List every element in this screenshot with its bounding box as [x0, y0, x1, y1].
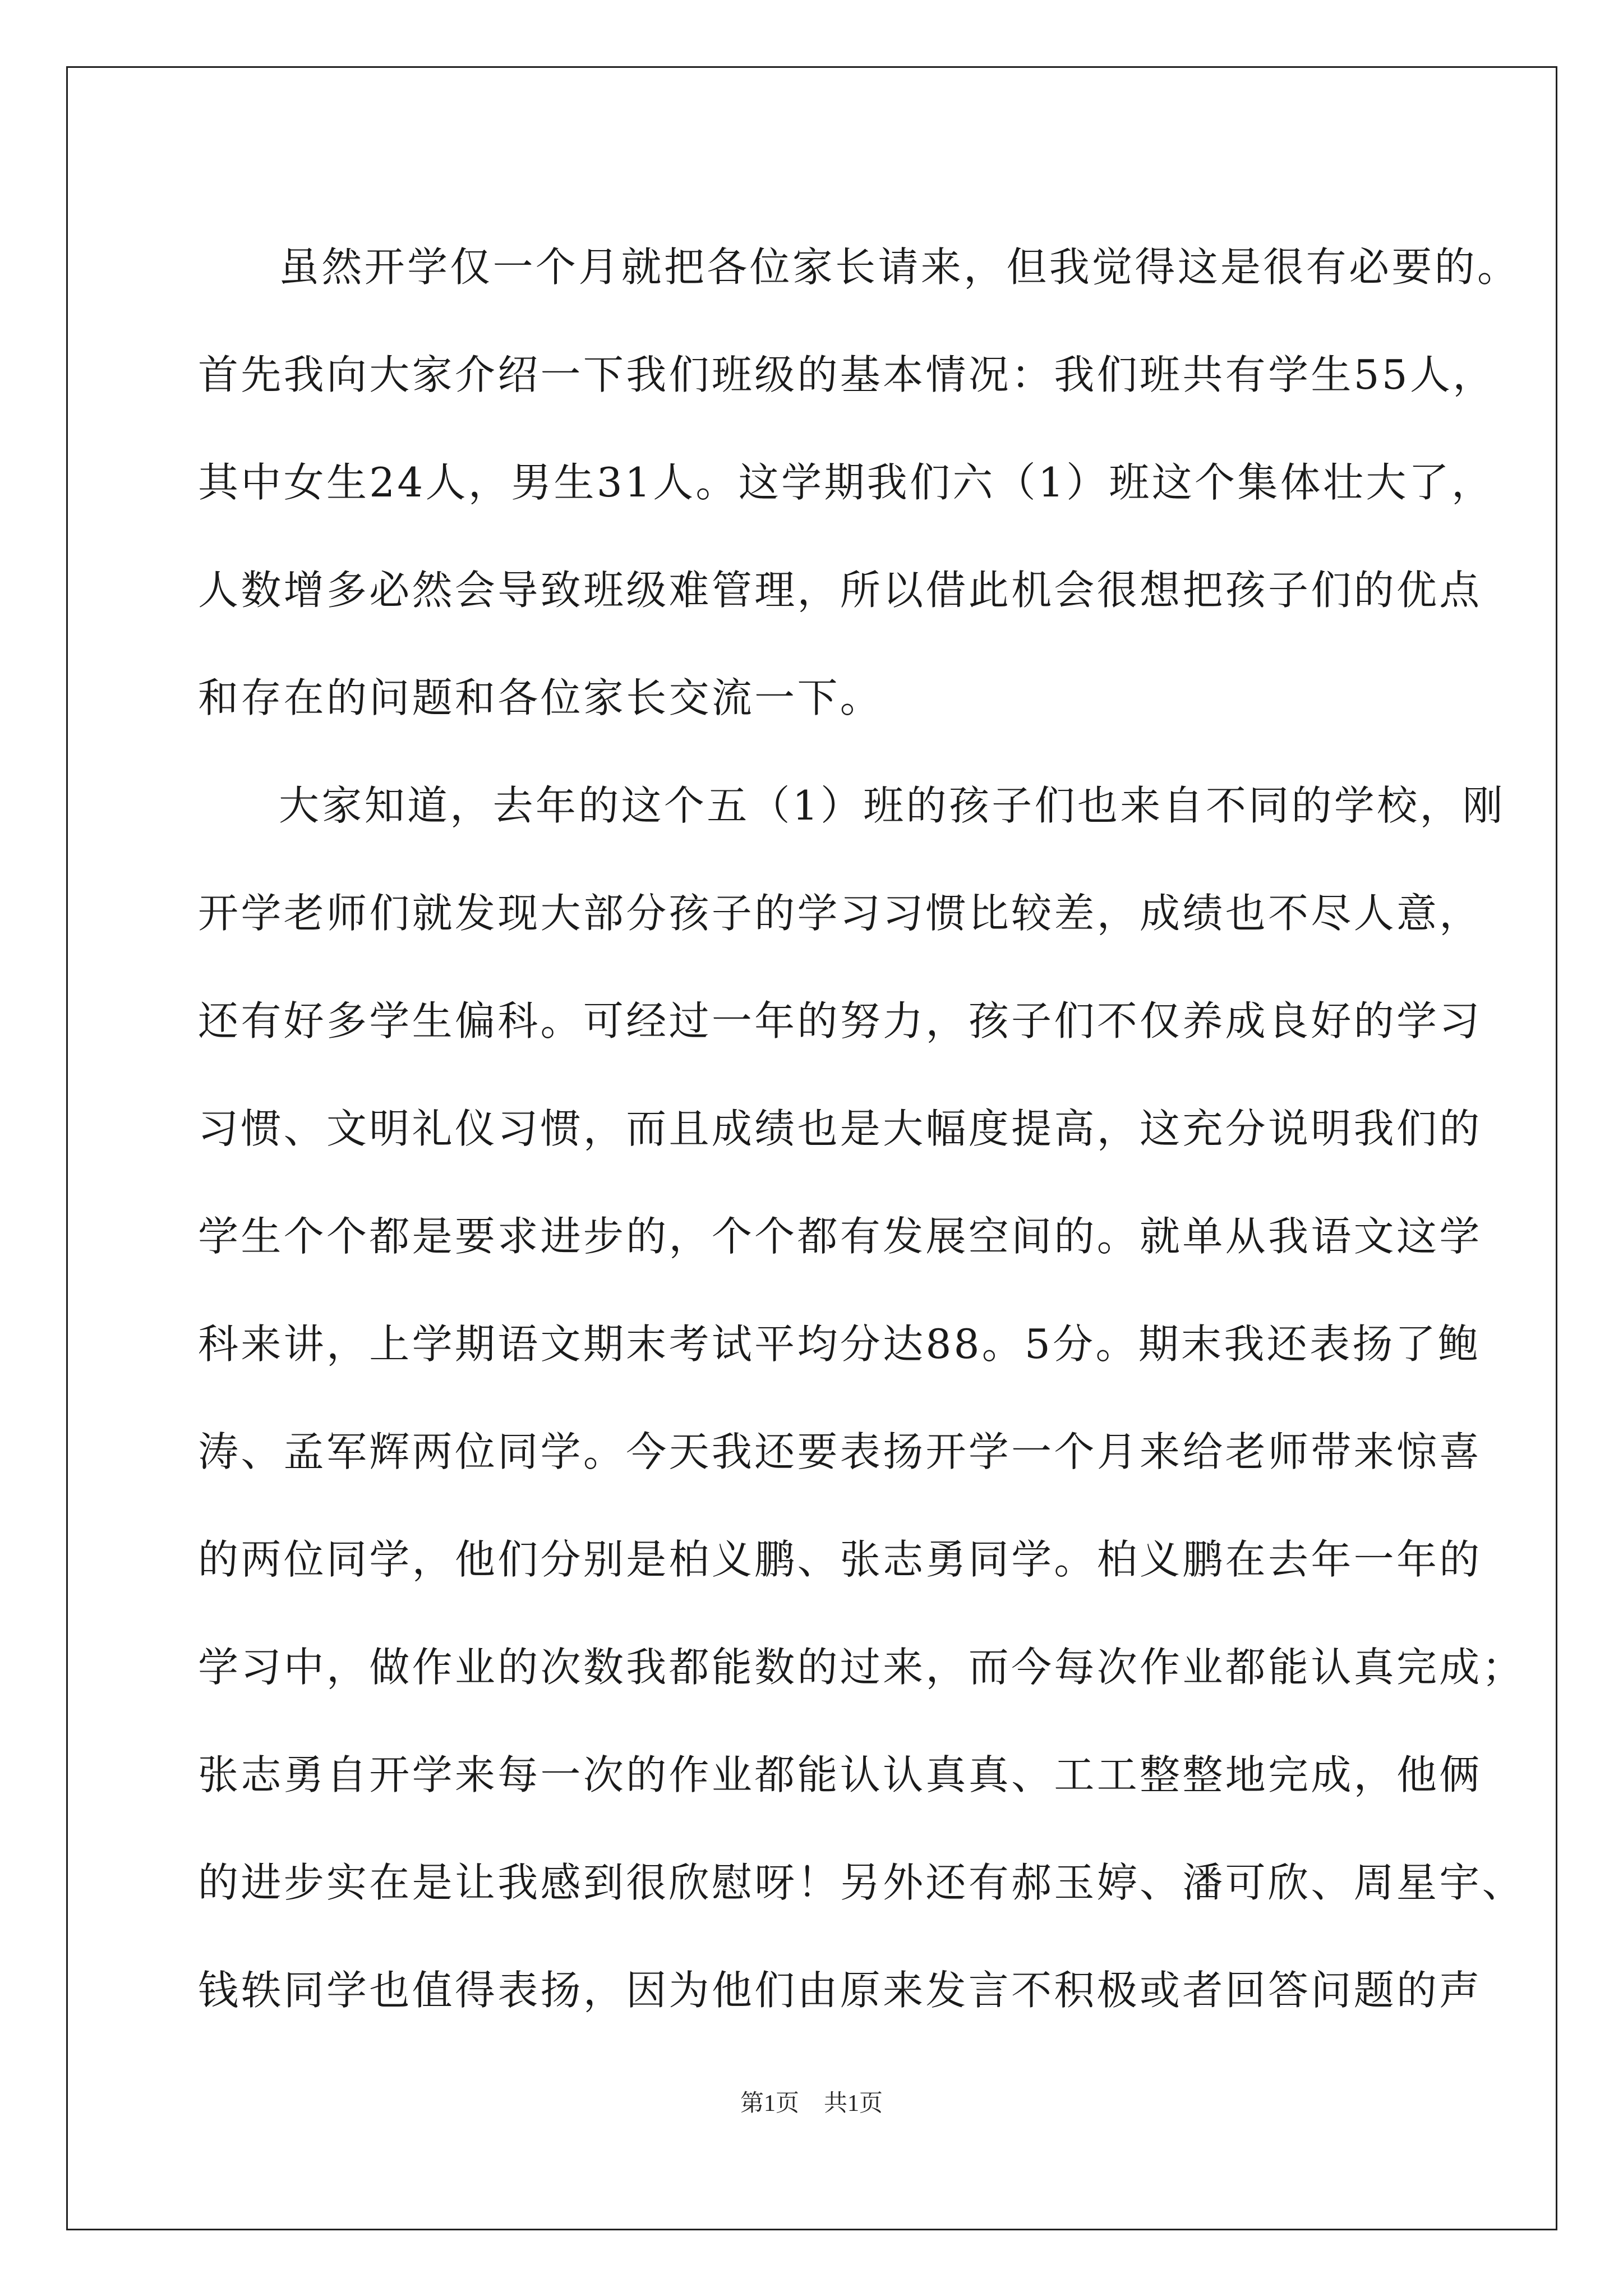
text-line: 张志勇自开学来每一次的作业都能认认真真、工工整整地完成，他俩 [198, 1751, 1482, 1798]
text-line: 首先我向大家介绍一下我们班级的基本情况：我们班共有学生55人， [198, 351, 1496, 398]
text-line: 学生个个都是要求进步的，个个都有发展空间的。就单从我语文这学 [198, 1213, 1482, 1260]
text-line: 其中女生24人，男生31人。这学期我们六（1）班这个集体壮大了， [198, 459, 1495, 506]
text-line: 人数增多必然会导致班级难管理，所以借此机会很想把孩子们的优点 [198, 567, 1482, 614]
text-line: 科来讲，上学期语文期末考试平均分达88。5分。期末我还表扬了鲍 [198, 1320, 1481, 1368]
text-line: 的两位同学，他们分别是柏义鹏、张志勇同学。柏义鹏在去年一年的 [198, 1536, 1482, 1583]
document-body [198, 213, 1525, 2044]
text-line: 还有好多学生偏科。可经过一年的努力，孩子们不仅养成良好的学习 [198, 997, 1482, 1045]
page-number: 第1页 [740, 2091, 799, 2116]
text-line: 大家知道，去年的这个五（1）班的孩子们也来自不同的学校，刚 [279, 782, 1506, 829]
text-line: 的进步实在是让我感到很欣慰呀！另外还有郝玉婷、潘可欣、周星宇、 [198, 1859, 1525, 1906]
page-footer [0, 2087, 1623, 2120]
text-line: 开学老师们就发现大部分孩子的学习习惯比较差，成绩也不尽人意， [198, 890, 1482, 937]
text-line: 和存在的问题和各位家长交流一下。 [198, 674, 883, 721]
text-line: 学习中，做作业的次数我都能数的过来，而今每次作业都能认真完成； [198, 1644, 1525, 1691]
page-total: 共1页 [824, 2091, 883, 2116]
text-line: 钱轶同学也值得表扬，因为他们由原来发言不积极或者回答问题的声 [198, 1967, 1482, 2014]
paragraph-2 [198, 752, 1525, 2044]
text-line: 涛、孟军辉两位同学。今天我还要表扬开学一个月来给老师带来惊喜 [198, 1428, 1482, 1475]
text-line: 虽然开学仅一个月就把各位家长请来，但我觉得这是很有必要的。 [279, 243, 1520, 291]
text-line: 习惯、文明礼仪习惯，而且成绩也是大幅度提高，这充分说明我们的 [198, 1105, 1482, 1152]
paragraph-1 [198, 213, 1520, 752]
